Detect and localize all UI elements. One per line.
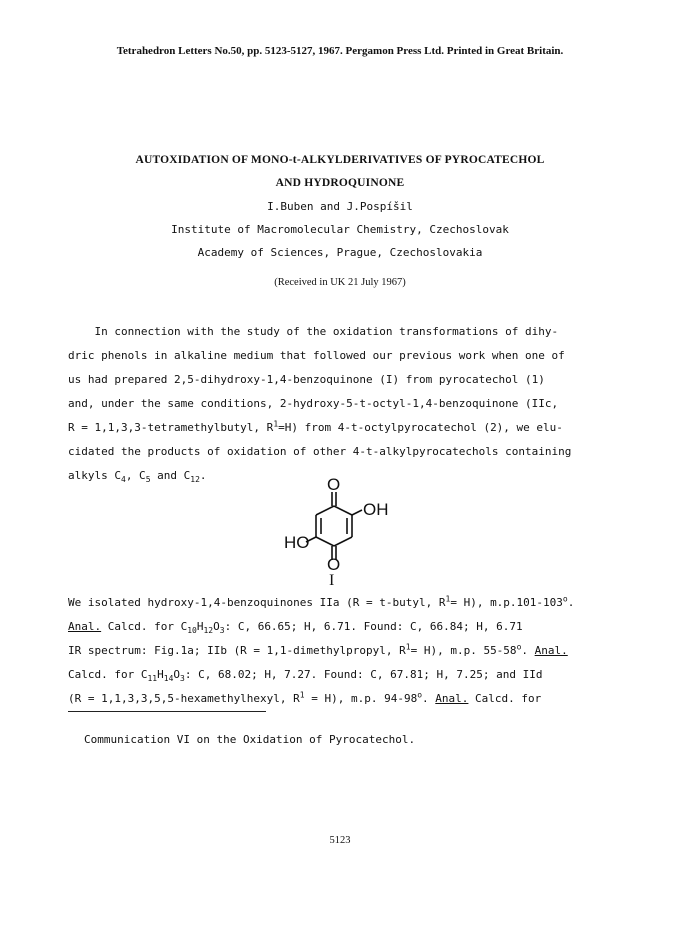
body-line: alkyls $C_4$, $C_5$ and $C_{12}$. [68, 469, 207, 485]
footnote-rule [68, 711, 266, 712]
body-line: and, under the same conditions, 2-hydroxy-5-t-octyl-1,4-benzoquinone (IIc, [68, 397, 559, 410]
body-line: In connection with the study of the oxidation transformations of dihy- [68, 325, 559, 338]
paper-title-line2: AND HYDROQUINONE [275, 177, 405, 189]
results-line: IR spectrum: Fig.1a; IIb (R = 1,1-dimethylpropyl, $R^1= H$), m.p. 55-58$^o$. Anal. [68, 642, 568, 657]
received-date: (Received in UK 21 July 1967) [274, 277, 406, 288]
paper-title-line1: AUTOXIDATION OF MONO-t-ALKYLDERIVATIVES OF PYROCATECHOL [135, 154, 545, 166]
body-line: R = 1,1,3,3-tetramethylbutyl, $R^1=H$) from 4-t-octylpyrocatechol (2), we elu- [68, 419, 563, 434]
authors: I.Buben and J.Pospíšil [267, 200, 413, 213]
results-line: We isolated hydroxy-1,4-benzoquinones IIa (R = t-butyl, $R^1= H$), m.p.101-103$^o$. [68, 594, 575, 609]
body-line: cidated the products of oxidation of other 4-t-alkylpyrocatechols containing [68, 445, 572, 458]
footnote: Communication VI on the Oxidation of Pyrocatechol. [84, 733, 416, 746]
results-line: Calcd. for $C_{11}H_{14}O_3$: C, 68.02; H, 7.27. Found: C, 67.81; H, 7.25; and IId [68, 668, 543, 684]
running-head: Tetrahedron Letters No.50, pp. 5123-5127, 1967. Pergamon Press Ltd. Printed in Great Britain. [116, 45, 564, 57]
hydroxyl-label: OH [363, 500, 389, 519]
body-line: us had prepared 2,5-dihydroxy-1,4-benzoquinone (I) from pyrocatechol (1) [68, 373, 545, 386]
results-line: (R = 1,1,3,3,5,5-hexamethylhexyl, $R^1 = H$), m.p. 94-98$^o$. Anal. Calcd. for [68, 690, 542, 705]
carbonyl-oxygen-top: O [327, 475, 341, 494]
compound-label: I [329, 572, 335, 589]
results-line: Anal. Calcd. for $C_{10}H_{12}O_3$: C, 66.65; H, 6.71. Found: C, 66.84; H, 6.71 [68, 620, 523, 636]
quinone-structure [290, 480, 400, 580]
page-number: 5123 [329, 835, 351, 846]
affiliation-line1: Institute of Macromolecular Chemistry, Czechoslovak [171, 223, 509, 236]
carbonyl-oxygen-bottom: O [327, 555, 341, 574]
hydroxyl-label-left: HO [284, 533, 310, 552]
affiliation-line2: Academy of Sciences, Prague, Czechoslovakia [197, 246, 483, 259]
body-line: dric phenols in alkaline medium that followed our previous work when one of [68, 349, 565, 362]
